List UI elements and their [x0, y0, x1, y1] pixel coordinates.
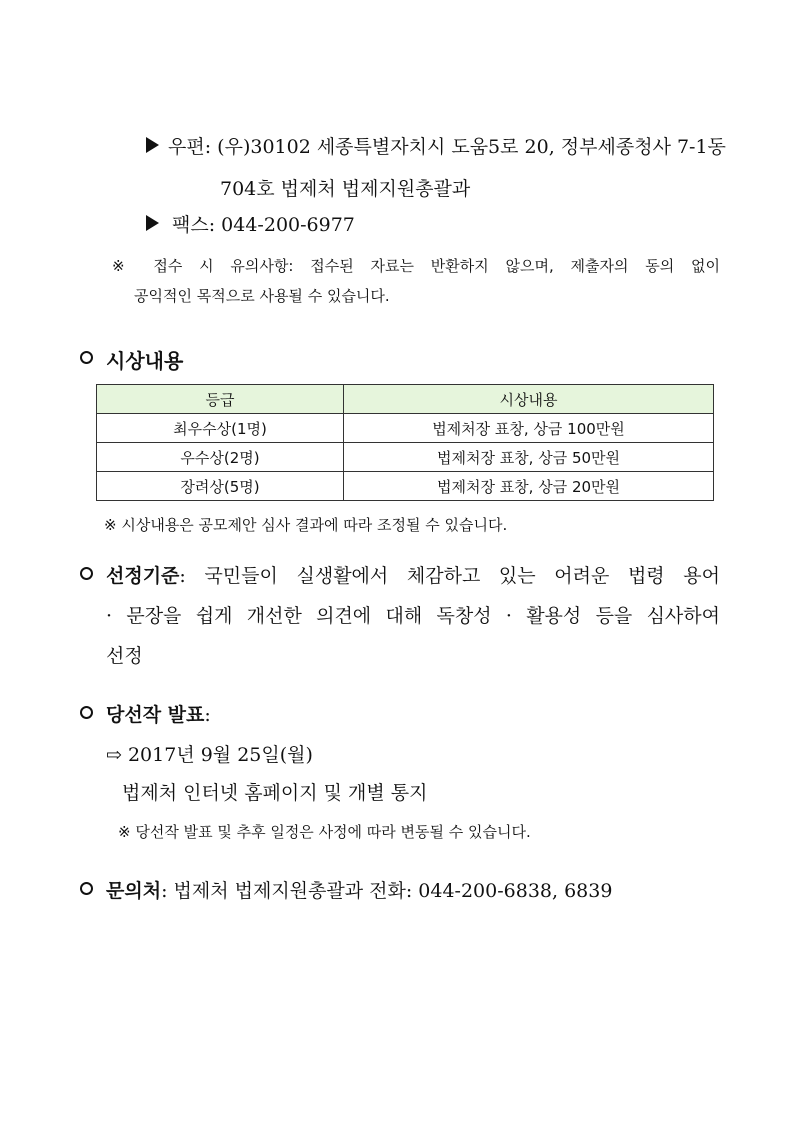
- announcement-label: 당선작 발표: [106, 704, 205, 726]
- awards-table: [96, 384, 714, 501]
- section-circle-icon: [80, 351, 93, 364]
- award-cell: 법제처장 표창, 상금 50만원: [344, 443, 714, 472]
- bullet-triangle-icon: [146, 137, 159, 153]
- announcement-note: ※ 당선작 발표 및 추후 일정은 사정에 따라 변동될 수 있습니다.: [118, 823, 531, 841]
- announcement-date: 2017년 9월 25일(월): [127, 744, 313, 766]
- post-address-line2: 704호 법제처 법제지원총괄과: [220, 178, 471, 200]
- submission-note-line2: 공익적인 목적으로 사용될 수 있습니다.: [134, 287, 390, 305]
- award-cell: 법제처장 표창, 상금 100만원: [344, 414, 714, 443]
- criteria-text: : 국민들이 실생활에서 체감하고 있는 어려운 법령 용어: [179, 565, 720, 587]
- criteria-line2: · 문장을 쉽게 개선한 의견에 대해 독창성 · 활용성 등을 심사하여: [106, 605, 720, 627]
- announcement-method: 법제처 인터넷 홈페이지 및 개별 통지: [122, 782, 428, 804]
- post-address-line1: [168, 132, 726, 159]
- announcement-colon: :: [204, 704, 211, 726]
- grade-cell: 우수상(2명): [97, 443, 344, 472]
- section-circle-icon: [80, 882, 93, 895]
- table-header-row: [97, 385, 714, 414]
- header-grade: 등급: [97, 385, 344, 414]
- fax-label: 팩스:: [172, 214, 216, 236]
- header-award: 시상내용: [344, 385, 714, 414]
- table-row: [97, 472, 714, 501]
- table-row: [97, 443, 714, 472]
- awards-note: ※ 시상내용은 공모제안 심사 결과에 따라 조정될 수 있습니다.: [104, 516, 508, 534]
- section-circle-icon: [80, 567, 93, 580]
- grade-cell: 장려상(5명): [97, 472, 344, 501]
- criteria-line1: [106, 561, 720, 588]
- table-row: [97, 414, 714, 443]
- announcement-heading: [106, 700, 211, 727]
- criteria-line3: 선정: [106, 645, 143, 667]
- contact-text: : 법제처 법제지원총괄과 전화: 044-200-6838, 6839: [161, 880, 613, 902]
- post-label: 우편:: [168, 136, 212, 158]
- contact-label: 문의처: [106, 880, 162, 902]
- fax-line: [172, 210, 355, 237]
- contact-line: [106, 876, 612, 903]
- award-cell: 법제처장 표창, 상금 20만원: [344, 472, 714, 501]
- submission-note-line1: ※ 접수 시 유의사항: 접수된 자료는 반환하지 않으며, 제출자의 동의 없이: [112, 257, 720, 275]
- section-circle-icon: [80, 706, 93, 719]
- fax-number: 044-200-6977: [221, 214, 355, 236]
- criteria-label: 선정기준: [106, 565, 180, 587]
- announcement-date-line: [106, 740, 313, 767]
- bullet-triangle-icon: [146, 215, 159, 231]
- post-address: (우)30102 세종특별자치시 도움5로 20, 정부세종청사 7-1동: [217, 136, 726, 158]
- arrow-right-icon: ⇨: [106, 744, 122, 766]
- grade-cell: 최우수상(1명): [97, 414, 344, 443]
- awards-heading: 시상내용: [106, 349, 184, 373]
